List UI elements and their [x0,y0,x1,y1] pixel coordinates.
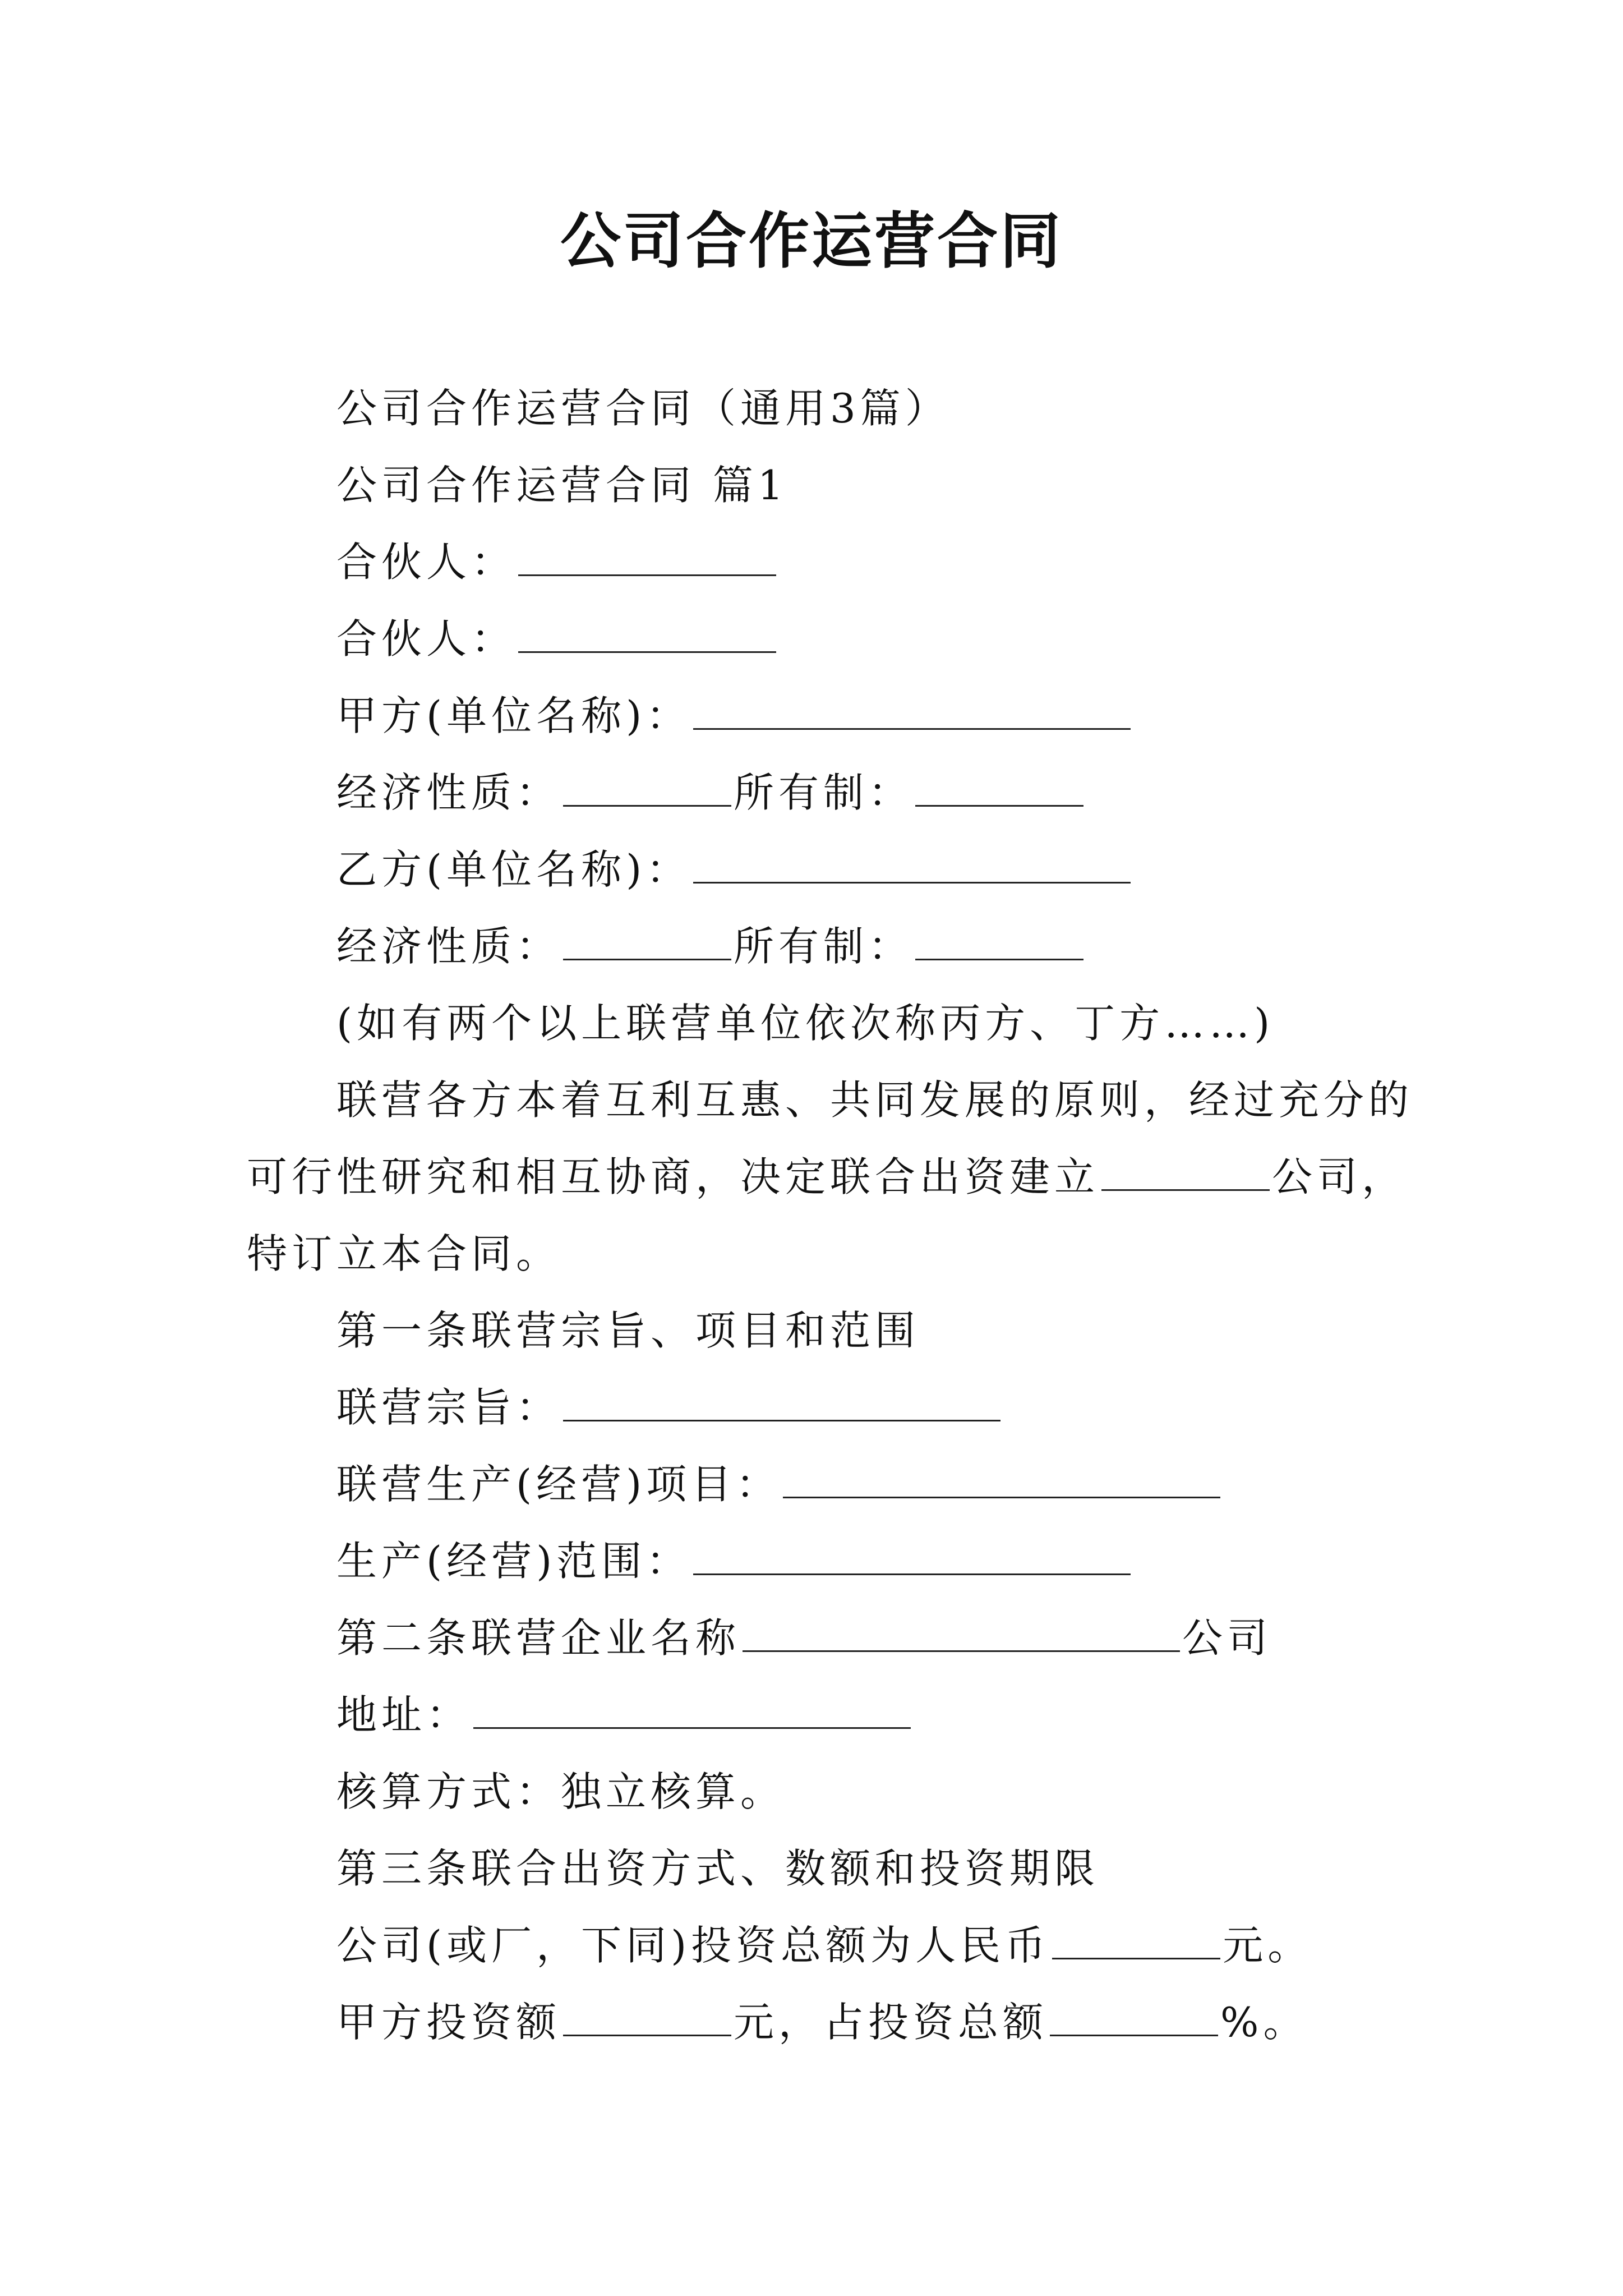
party-b-nature-line [247,908,1402,985]
ownership-label: 所有制： [734,923,914,970]
article-2-heading [247,1600,1402,1677]
partner-label: 合伙人： [336,539,517,586]
accounting-text: 核算方式：独立核算。 [336,1768,786,1815]
project-line [247,1446,1402,1523]
article-3-heading [247,1830,1402,1907]
party-a-nature-line [247,754,1402,831]
party-b-blank[interactable] [693,849,1131,884]
purpose-blank[interactable] [563,1387,1000,1421]
project-blank[interactable] [783,1464,1220,1498]
article-heading-text: 第一条联营宗旨、项目和范围 [336,1307,920,1354]
ownership-blank[interactable] [915,772,1083,807]
party-a-investment-label: 甲方投资额 [336,1999,561,2046]
partner-line-1 [247,524,1402,601]
scope-blank[interactable] [693,1541,1131,1575]
scope-label: 生产(经营)范围： [336,1538,691,1585]
note-line [247,985,1402,1062]
paragraph-text: 联营各方本着互利互惠、共同发展的原则，经过充分的 [336,1076,1414,1124]
total-investment-label: 公司(或厂，下同)投资总额为人民币 [336,1922,1050,1969]
paragraph-text: 可行性研究和相互协商，决定联合出资建立 [247,1153,1100,1200]
section-heading [247,447,1402,524]
subtitle-text: 公司合作运营合同（通用3篇） [336,385,950,432]
ownership-label: 所有制： [734,769,914,816]
partner-blank[interactable] [518,619,776,653]
party-a-line [247,678,1402,754]
party-b-line [247,831,1402,908]
economic-nature-blank[interactable] [563,772,731,807]
economic-nature-label: 经济性质： [336,769,561,816]
paragraph-text: 公司， [1272,1153,1407,1200]
scope-line [247,1523,1402,1600]
purpose-label: 联营宗旨： [336,1384,561,1431]
article-heading-text: 第二条联营企业名称 [336,1614,741,1662]
partner-label: 合伙人： [336,615,517,662]
article-heading-text: 第三条联合出资方式、数额和投资期限 [336,1845,1100,1892]
address-blank[interactable] [473,1695,911,1729]
document-title: 公司合作运营合同 [560,206,1063,277]
project-label: 联营生产(经营)项目： [336,1461,781,1508]
partner-blank[interactable] [518,542,776,576]
partner-line-2 [247,601,1402,678]
currency-unit: 元。 [1223,1922,1313,1969]
party-b-label: 乙方(单位名称)： [336,846,691,893]
section-heading-text: 公司合作运营合同 篇1 [336,462,788,509]
total-investment-blank[interactable] [1052,1925,1220,1959]
address-label: 地址： [336,1691,472,1738]
percent-sign: %。 [1220,1999,1308,2046]
paragraph-text: 特订立本合同。 [247,1230,561,1277]
company-name-blank[interactable] [1101,1157,1270,1191]
address-line [247,1677,1402,1754]
share-percent-blank[interactable] [1050,2002,1218,2036]
accounting-line [247,1754,1402,1830]
document-body [247,370,1414,2061]
enterprise-name-blank[interactable] [743,1618,1180,1652]
share-label: 元，占投资总额 [734,1999,1048,2046]
note-text: (如有两个以上联营单位依次称丙方、丁方……) [336,1000,1275,1047]
total-investment-line [247,1907,1402,1984]
party-a-investment-line [247,1984,1402,2061]
party-a-label: 甲方(单位名称)： [336,692,691,739]
article-1-heading [247,1292,1402,1369]
economic-nature-blank[interactable] [563,926,731,960]
article-heading-text: 公司 [1182,1614,1272,1662]
purpose-line [247,1369,1402,1446]
paragraph-line [247,1216,1402,1292]
subtitle-line [247,370,1402,447]
party-a-investment-blank[interactable] [563,2002,731,2036]
party-a-blank[interactable] [693,696,1131,730]
ownership-blank[interactable] [915,926,1083,960]
paragraph-line [247,1139,1407,1216]
economic-nature-label: 经济性质： [336,923,561,970]
paragraph-line [247,1062,1414,1139]
